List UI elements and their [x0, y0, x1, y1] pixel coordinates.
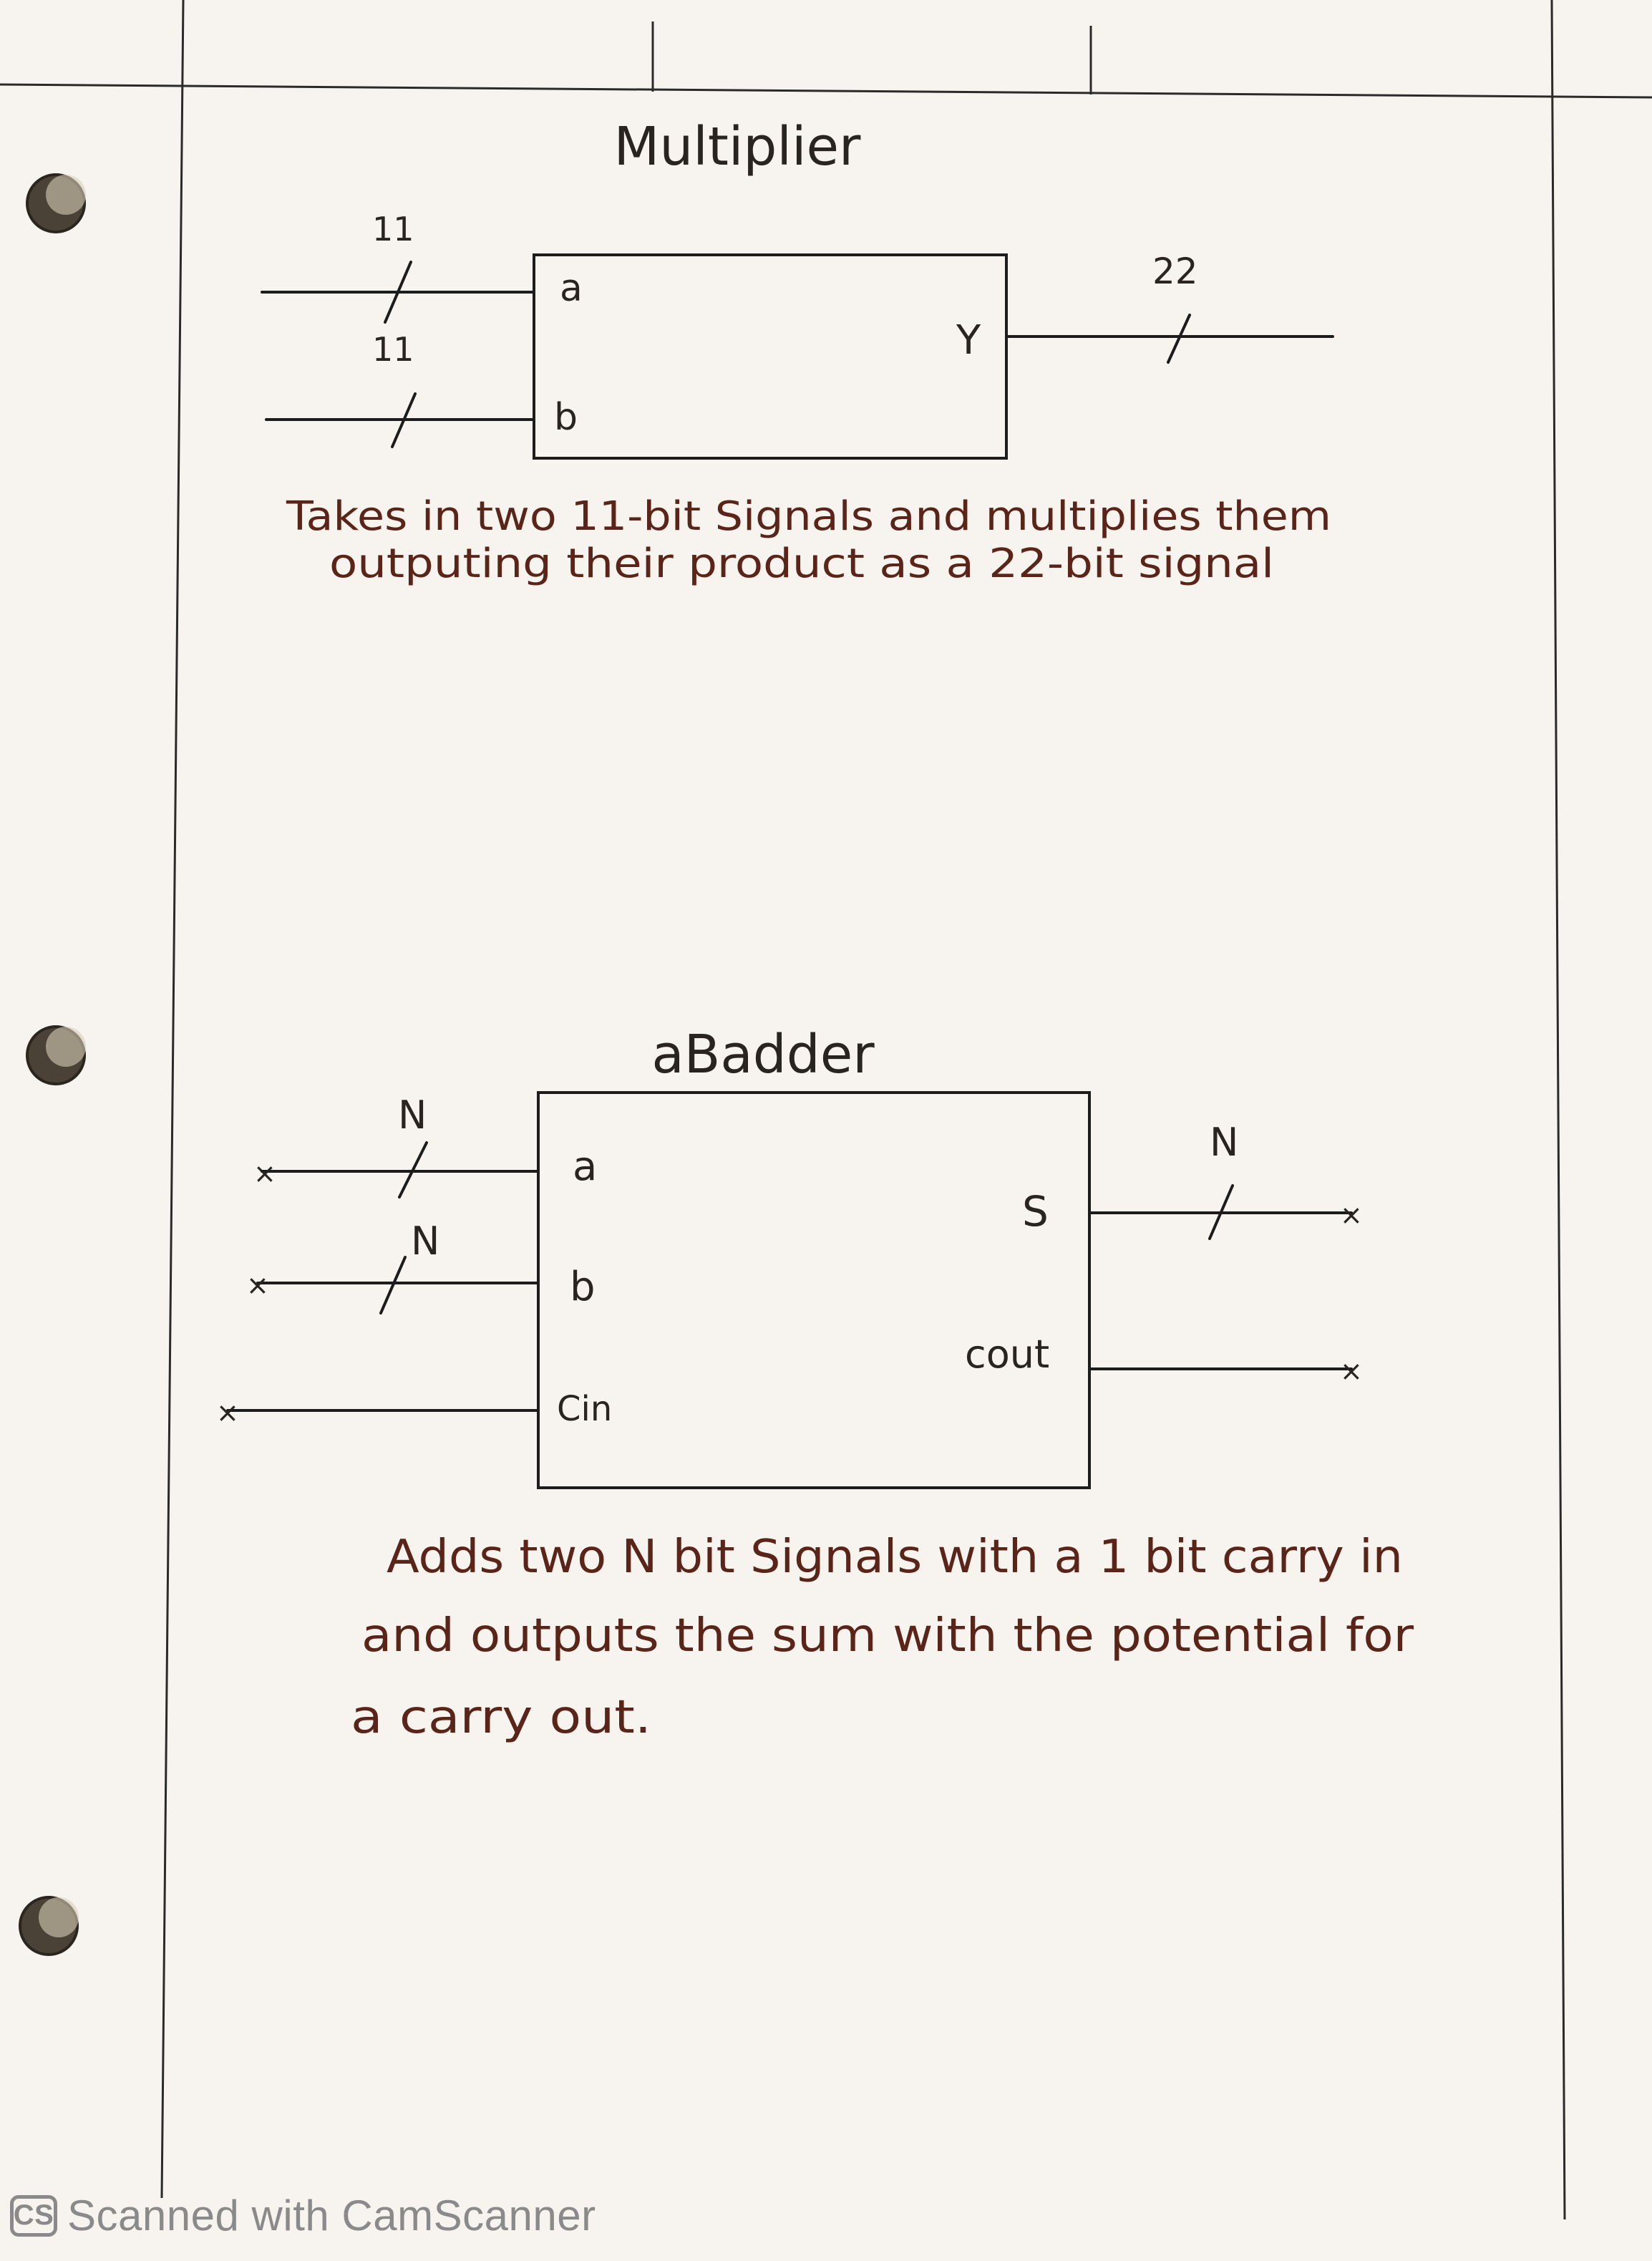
adder-diagram — [216, 1024, 1414, 1744]
adder-description-line1: Adds two N bit Signals with a 1 bit carry in — [387, 1531, 1403, 1584]
adder-output-cout-x-marker: × — [1340, 1355, 1363, 1387]
binder-hole-top-highlight — [46, 175, 86, 215]
right-margin-line — [1552, 0, 1565, 2219]
multiplier-port-b-label: b — [554, 396, 578, 439]
adder-port-a-label: a — [573, 1143, 598, 1190]
multiplier-port-a-label: a — [560, 267, 583, 310]
adder-port-cin-label: Cin — [557, 1389, 613, 1429]
adder-input-cin-x-marker: × — [216, 1397, 239, 1428]
adder-input-b-bus-slash — [381, 1257, 405, 1313]
multiplier-title: Multiplier — [613, 116, 861, 178]
adder-port-cout-label: cout — [965, 1332, 1050, 1377]
adder-description-line3: a carry out. — [351, 1691, 651, 1744]
adder-input-a-x-marker: × — [253, 1158, 276, 1189]
multiplier-port-y-label: Y — [956, 317, 981, 364]
multiplier-description-line2: outputing their product as a 22-bit signal — [329, 541, 1274, 587]
adder-description-line2: and outputs the sum with the potential for — [361, 1609, 1414, 1662]
multiplier-input-a-width: 11 — [372, 210, 414, 248]
camscanner-watermark-text: Scanned with CamScanner — [67, 2192, 596, 2240]
binder-holes — [20, 175, 86, 1955]
multiplier-diagram — [262, 116, 1333, 587]
multiplier-block — [534, 255, 1006, 458]
left-margin-line — [162, 0, 183, 2198]
adder-output-s-x-marker: × — [1340, 1199, 1363, 1231]
camscanner-watermark — [10, 2191, 596, 2240]
adder-output-s-width: N — [1210, 1120, 1239, 1165]
multiplier-output-bus-slash — [1168, 315, 1190, 362]
adder-port-s-label: S — [1022, 1187, 1049, 1236]
top-margin-line — [0, 84, 1652, 97]
multiplier-output-width: 22 — [1152, 251, 1198, 292]
adder-port-b-label: b — [570, 1264, 596, 1310]
camscanner-logo-icon: CS — [10, 2195, 57, 2237]
adder-input-b-x-marker: × — [246, 1269, 269, 1301]
adder-block — [538, 1093, 1089, 1488]
multiplier-input-b-width: 11 — [372, 330, 414, 369]
adder-title: aBadder — [651, 1024, 875, 1085]
binder-hole-middle-highlight — [46, 1027, 86, 1067]
binder-hole-bottom-highlight — [39, 1897, 79, 1937]
adder-input-b-width: N — [411, 1219, 440, 1264]
multiplier-description-line1: Takes in two 11-bit Signals and multiplies them — [285, 493, 1332, 540]
adder-input-a-width: N — [398, 1093, 427, 1138]
